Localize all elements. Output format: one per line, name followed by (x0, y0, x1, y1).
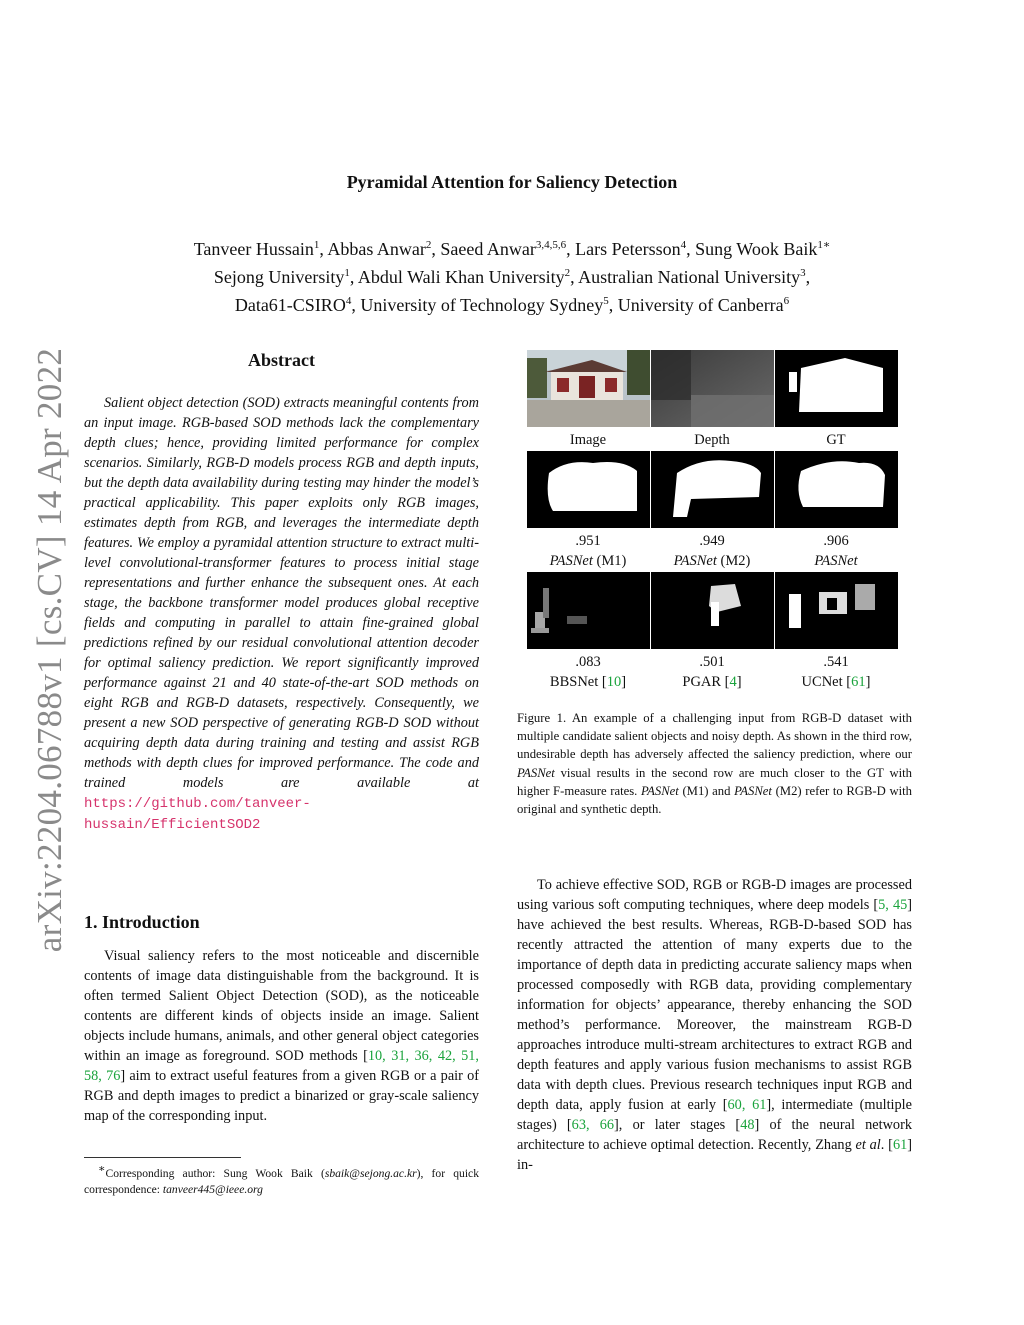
input-rgb-image (527, 350, 650, 427)
affiliation-name: Australian National University (578, 267, 801, 287)
saliency-map-illustration (775, 572, 898, 649)
depth-map (651, 350, 774, 427)
introduction-paragraph (84, 946, 479, 1126)
author-name: Sung Wook Baik (695, 239, 818, 259)
footnote (84, 1161, 479, 1198)
body-text: ] of the neural network architecture to achieve optimal detection. Recently, Zhang (517, 1117, 912, 1153)
pasnet-m1-prediction (527, 451, 650, 528)
model-name: PASNet (814, 553, 858, 569)
bbsnet-prediction (527, 572, 650, 649)
citation-link[interactable]: 48 (740, 1117, 755, 1133)
affiliation-line-1: Sejong University$^1$, Abdul Wali Khan University$^2$, Australian National University$^3$, (213, 267, 811, 287)
citation-link[interactable]: 10 (606, 674, 622, 690)
score-bbsnet: .083 (575, 654, 601, 670)
affiliation-sup: 5 (603, 295, 609, 307)
depth-illustration (651, 350, 774, 427)
bracket: ] (736, 674, 742, 690)
intro-text: Visual saliency refers to the most noticeable and discernible contents of image data distinguishable from the background. It is often termed Salient Object Detection (SOD), as the noticeable contents are different kinds of objects inside an image. Salient objects include humans, animals, and other general object categories within an image as foreground. SOD methods [ (84, 948, 479, 1064)
affiliation-sup: 1 (313, 239, 320, 251)
intro-text: ] aim to extract useful features from a given RGB or a pair of RGB and depth images to predict a binarized or gray-scale saliency map of the corresponding input. (84, 1068, 480, 1124)
caption-model-name: PASNet (517, 765, 555, 780)
arxiv-stamp-text: arXiv:2204.06788v1 [cs.CV] 14 Apr 2022 (30, 347, 69, 953)
label-pasnet (766, 551, 906, 571)
ground-truth-mask (775, 350, 898, 427)
body-text: ], intermediate (multiple stages) [ (517, 1097, 912, 1133)
score-m2: .949 (699, 533, 725, 549)
saliency-map-illustration (527, 572, 650, 649)
affiliation-name: Data61-CSIRO (234, 295, 346, 315)
label-gt: GT (826, 432, 846, 448)
caption-model-name: PASNet (734, 783, 772, 798)
body-text: ] in- (517, 1137, 912, 1173)
label-image: Image (569, 432, 607, 448)
pgar-prediction (651, 572, 774, 649)
affiliation-sup: 1∗ (817, 239, 831, 251)
label-bbsnet (518, 672, 658, 692)
affiliation-name: Abdul Wali Khan University (357, 267, 565, 287)
label-depth: Depth (694, 432, 730, 448)
citation-link[interactable]: 63, 66 (571, 1117, 615, 1133)
caption-text: visual results in the second row are much closer to the GT with higher F-measure rates. (517, 765, 912, 798)
saliency-map-illustration (651, 572, 774, 649)
bracket: ] (865, 674, 871, 690)
citation-link[interactable]: 61 (851, 674, 866, 690)
label-pasnet-m2 (642, 551, 782, 571)
footnote-text: ), for quick correspondence: (84, 1166, 479, 1196)
author-name: Tanveer Hussain (193, 239, 314, 259)
caption-text: (M1) and (678, 783, 735, 798)
ucnet-prediction (775, 572, 898, 649)
pasnet-m2-prediction (651, 451, 774, 528)
citation-link[interactable]: 60, 61 (727, 1097, 767, 1113)
pasnet-prediction (775, 451, 898, 528)
label-pgar (642, 672, 782, 692)
body-text: ] have achieved the best results. Whereas, RGB-D-based SOD has recently attracted the attention of many experts due to the importance of depth data in predicting accurate saliency maps when processed composedly with RGB data, providing complementary information for objects’ appearance, thereby enhancing the SOD method’s performance. Moreover, the mainstream RGB-D approaches introduce multi-stream architectures to extract RGB and depth features and apply various fusion mechanisms to assist RGB data with depth clues. Previous research techniques input RGB and depth data, apply fusion at early [ (517, 897, 913, 1113)
footnote-mark: ∗ (98, 1163, 106, 1175)
citation-link[interactable]: 5, 45 (878, 897, 908, 913)
label-ucnet (766, 672, 906, 692)
rgb-photo-illustration (527, 350, 650, 427)
affiliation-sup: 4 (345, 295, 352, 307)
abstract-text: Salient object detection (SOD) extracts meaningful contents from an input image. RGB-based SOD methods lack the complementary depth clues; hence, providing limited performance for complex scenarios. Similarly, RGB-D models process RGB and depth inputs, but the depth data availability during testing may hinder the model’s practical applicability. This paper exploits only RGB images, estimates depth from RGB, and leverages the intermediate depth features. We employ a pyramidal attention structure to extract multi-level convolutional-transformer features to process initial stage representations and further enhance the subsequent ones. At each stage, the backbone transformer model produces global receptive fields and computing in parallel to attain fine-grained global predictions refined by our residual convolutional attention decoder for optimal saliency prediction. We report significantly improved performance against 21 and 40 state-of-the-art SOD methods on eight RGB and RGB-D datasets, respectively. Consequently, we present a new SOD perspective of generating RGB-D SOD without acquiring depth data during training and testing and assist RGB methods with depth clues for improved performance. The code and trained models are available at (84, 395, 479, 791)
score-pasnet: .906 (823, 533, 849, 549)
body-text: To achieve effective SOD, RGB or RGB-D images are processed using various soft computing techniques, where deep models [ (517, 877, 912, 913)
body-emphasis: et al (855, 1137, 881, 1153)
affiliation-sup: 6 (783, 295, 790, 307)
citation-link[interactable]: 4 (729, 674, 737, 690)
introduction-paragraph-2 (517, 875, 912, 1175)
caption-text: Figure 1. An example of a challenging input from RGB-D dataset with multiple candidate salient objects and noisy depth. As shown in the third row, undesirable depth has adversely affected the saliency prediction, where our (517, 711, 912, 762)
score-pgar: .501 (699, 654, 725, 670)
affiliation-name: University of Canberra (617, 295, 784, 315)
affiliation-sup: 3,4,5,6 (535, 239, 567, 251)
gt-mask-illustration (775, 350, 898, 427)
saliency-map-illustration (775, 451, 898, 528)
footnote-rule (84, 1157, 241, 1158)
author-name: Lars Petersson (575, 239, 681, 259)
section-heading-introduction: 1. Introduction (84, 912, 200, 932)
abstract-body (84, 393, 479, 835)
affiliation-sup: 2 (564, 267, 571, 279)
affiliation-name: University of Technology Sydney (360, 295, 604, 315)
email-link[interactable]: tanveer445@ieee.org (162, 1182, 263, 1196)
model-suffix: (M1) (592, 553, 627, 569)
model-name: BBSNet [ (549, 674, 607, 690)
model-suffix: (M2) (716, 553, 751, 569)
model-name: PASNet (549, 553, 593, 569)
affiliation-sup: 2 (425, 239, 432, 251)
paper-title: Pyramidal Attention for Saliency Detection (346, 172, 678, 192)
author-name: Abbas Anwar (327, 239, 426, 259)
footnote-text: Corresponding author: Sung Wook Baik ( (105, 1166, 325, 1180)
body-text: . [ (880, 1137, 893, 1153)
body-text: ], or later stages [ (614, 1117, 741, 1133)
citation-link[interactable]: 10, 31, 36, 42, 51, 58, 76 (84, 1048, 479, 1084)
caption-model-name: PASNet (640, 783, 679, 798)
saliency-map-illustration (527, 451, 650, 528)
email-link[interactable]: sbaik@sejong.ac.kr (324, 1166, 417, 1180)
author-line-1: Tanveer Hussain$^1$, Abbas Anwar$^2$, Saeed Anwar$^{3,4,5,6}$, Lars Petersson$^4$, Sung Wook Baik$^{1∗}$ (193, 239, 831, 259)
affiliation-sup: 1 (344, 267, 350, 279)
model-name: PGAR [ (682, 674, 730, 690)
affiliation-sup: 4 (680, 239, 687, 251)
saliency-map-illustration (651, 451, 774, 528)
abstract-heading: Abstract (248, 350, 315, 370)
bracket: ] (621, 674, 627, 690)
author-name: Saeed Anwar (440, 239, 536, 259)
caption-text: (M2) refer to RGB-D with original and synthetic depth. (517, 783, 912, 817)
affiliation-line-2: Data61-CSIRO$^4$, University of Technology Sydney$^5$, University of Canberra$^6$ (234, 295, 790, 315)
citation-link[interactable]: 61 (892, 1137, 908, 1153)
affiliation-name: Sejong University (213, 267, 345, 287)
score-ucnet: .541 (823, 654, 849, 670)
model-name: PASNet (673, 553, 717, 569)
author-block (0, 233, 1024, 317)
figure-1-caption (517, 709, 912, 818)
arxiv-stamp (30, 347, 70, 953)
affiliation-sup: 3 (800, 267, 806, 279)
code-repo-link[interactable]: https://github.com/tanveer-hussain/EfficientSOD2 (84, 796, 311, 833)
model-name: UCNet [ (801, 674, 852, 690)
label-pasnet-m1 (518, 551, 658, 571)
score-m1: .951 (575, 533, 601, 549)
